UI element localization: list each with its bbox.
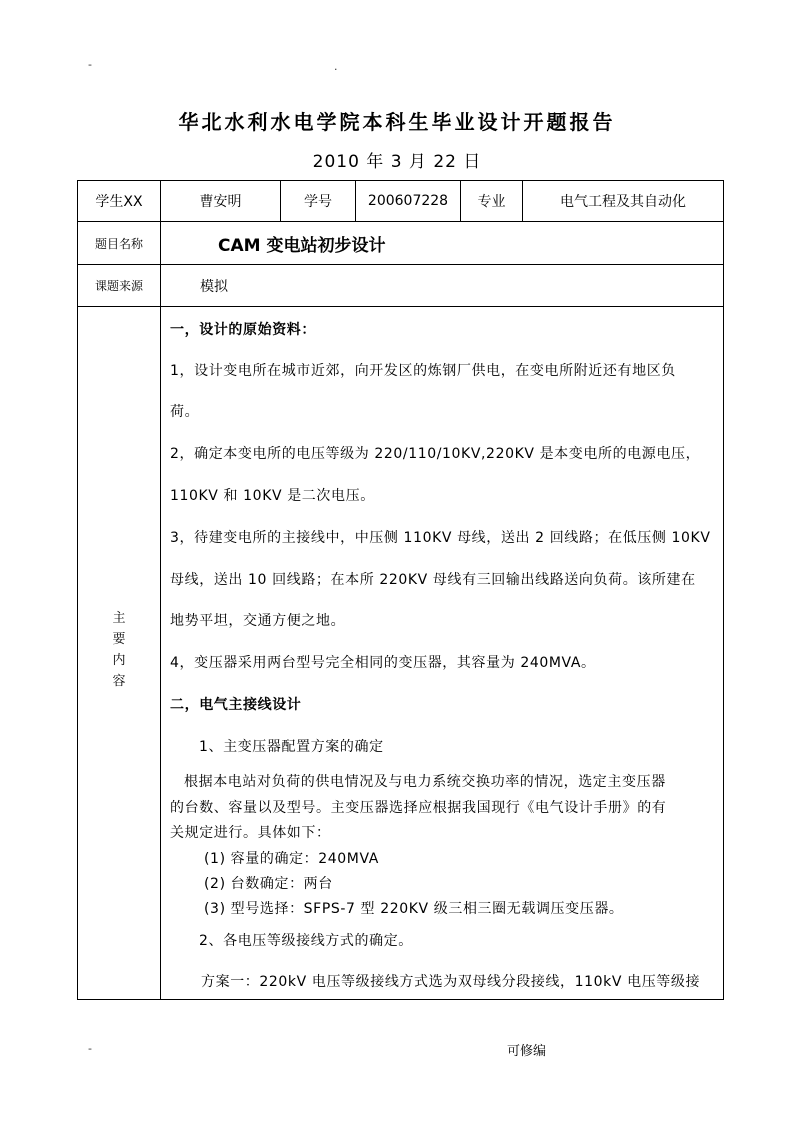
source-label: 课题来源: [94, 279, 143, 293]
content-line: 二，电气主接线设计: [170, 697, 302, 713]
content-line: 荷。: [170, 404, 200, 420]
content-line: 母线，送出 10 回线路；在本所 220KV 母线有三回输出线路送向负荷。该所建在: [170, 572, 696, 588]
topic-label: 题目名称: [94, 236, 143, 251]
content-line: 1、主变压器配置方案的确定: [199, 739, 384, 755]
content-line: 4，变压器采用两台型号完全相同的变压器，其容量为 240MVA。: [170, 655, 596, 671]
content-line: (3) 型号选择：SFPS-7 型 220KV 级三相三圈无载调压变压器。: [204, 901, 624, 917]
student-label: 学生XX: [95, 194, 143, 210]
student-id-label: 学号: [304, 194, 332, 210]
content-line: 110KV 和 10KV 是二次电压。: [170, 488, 375, 504]
major-label: 专业: [477, 194, 506, 210]
content-line: 地势平坦，交通方便之地。: [170, 613, 346, 629]
content-line: 关规定进行。具体如下：: [170, 825, 331, 841]
main-label-char: 内: [112, 653, 126, 668]
content-line: 方案一：220kV 电压等级接线方式选为双母线分段接线，110kV 电压等级接: [201, 974, 701, 990]
topic-value: CAM 变电站初步设计: [218, 236, 386, 256]
content-line: 2，确定本变电所的电压等级为 220/110/10KV,220KV 是本变电所的电源电压，: [170, 446, 701, 462]
bottom-left-mark: -: [88, 1042, 92, 1055]
page-title: 华北水利水电学院本科生毕业设计开题报告: [178, 110, 616, 134]
major-value: 电气工程及其自动化: [560, 194, 686, 210]
content-line: 一，设计的原始资料：: [170, 322, 316, 338]
content-line: 根据本电站对负荷的供电情况及与电力系统交换功率的情况，选定主变压器: [184, 774, 666, 790]
student-id-value: 200607228: [367, 193, 449, 209]
footer-editable-note: 可修编: [507, 1044, 547, 1059]
content-line: 3，待建变电所的主接线中，中压侧 110KV 母线，送出 2 回线路；在低压侧 10KV: [170, 530, 711, 546]
content-line: (1) 容量的确定：240MVA: [204, 851, 379, 867]
content-line: 1，设计变电所在城市近郊，向开发区的炼钢厂供电，在变电所附近还有地区负: [170, 363, 676, 379]
main-content-label: [78, 608, 160, 692]
top-left-mark: -: [88, 58, 92, 71]
source-value: 模拟: [200, 279, 228, 295]
content-line: 的台数、容量以及型号。主变压器选择应根据我国现行《电气设计手册》的有: [170, 800, 667, 816]
main-label-char: 容: [112, 674, 126, 689]
content-line: 2、各电压等级接线方式的确定。: [199, 933, 413, 949]
student-name: 曹安明: [199, 194, 242, 210]
content-line: (2) 台数确定：两台: [204, 876, 333, 892]
main-label-char: 要: [112, 632, 126, 647]
main-label-char: 主: [112, 611, 126, 626]
top-center-mark: .: [334, 60, 338, 73]
report-date: 2010 年 3 月 22 日: [312, 152, 482, 172]
